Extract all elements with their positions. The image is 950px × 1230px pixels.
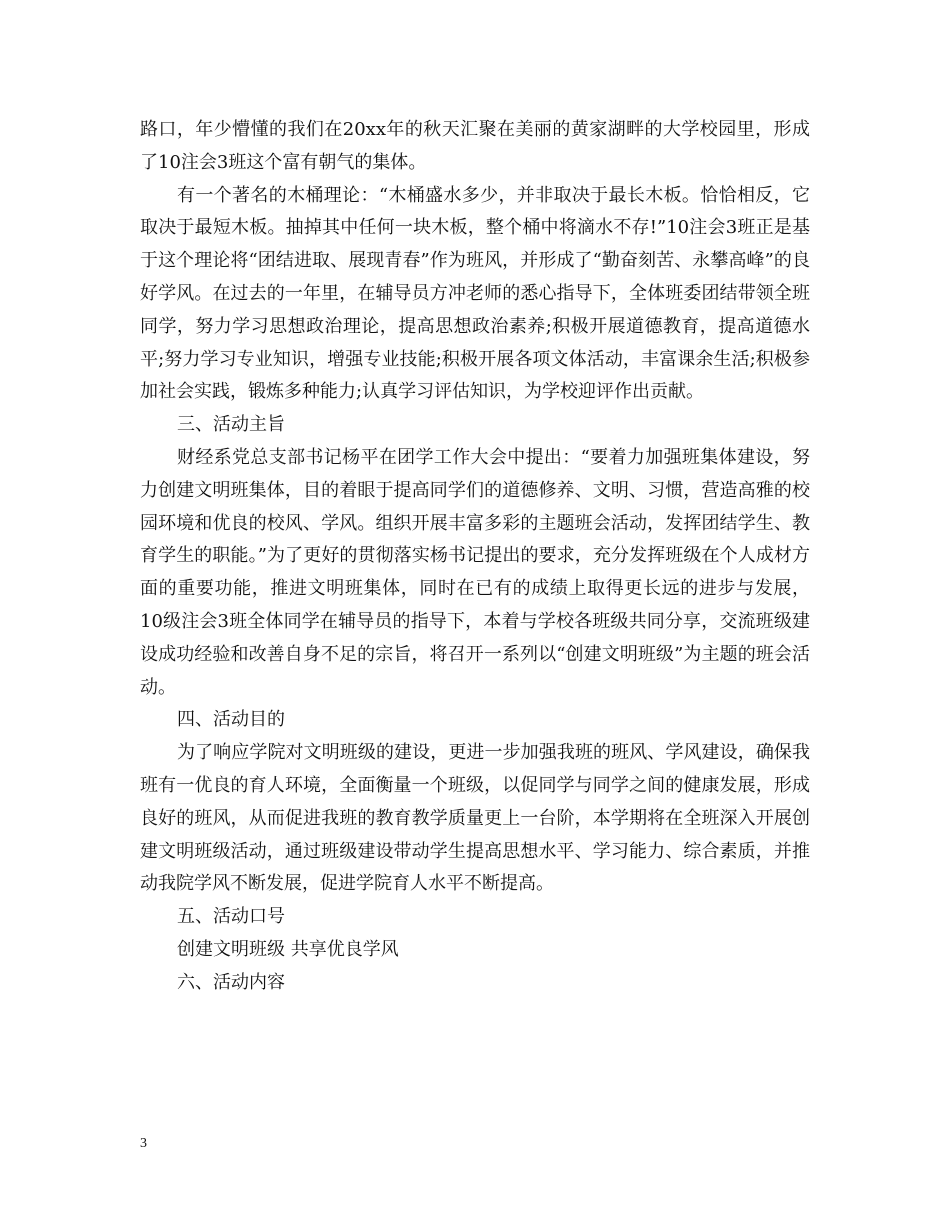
page-number: 3 (140, 1136, 147, 1151)
paragraph-activity-goal: 为了响应学院对文明班级的建设，更进一步加强我班的班风、学风建设，确保我班有一优良的育人环境，全面衡量一个班级，以促同学与同学之间的健康发展，形成良好的班风，从而促进我班的教育教学质量更上一台阶，本学期将在全班深入开展创建文明班级活动，通过班级建设带动学生提高思想水平、学习能力、综合素质，并推动我院学风不断发展，促进学院育人水平不断提高。 (140, 742, 810, 895)
heading-activity-content: 六、活动内容 (177, 971, 285, 993)
heading-activity-purpose: 三、活动主旨 (177, 414, 285, 436)
paragraph-activity-slogan: 创建文明班级 共享优良学风 (177, 938, 399, 960)
paragraph-barrel-theory: 有一个著名的木桶理论：“木桶盛水多少，并非取决于最长木板。恰恰相反，它取决于最短木板。抽掉其中任何一块木板，整个桶中将滴水不存!”10注会3班正是基于这个理论将“团结进取、展现青春”作为班风，并形成了“勤奋刻苦、永攀高峰”的良好学风。在过去的一年里，在辅导员方冲老师的悉心指导下，全体班委团结带领全班同学，努力学习思想政治理论，提高思想政治素养;积极开展道德教育，提高道德水平;努力学习专业知识，增强专业技能;积极开展各项文体活动，丰富课余生活;积极参加社会实践，锻炼多种能力;认真学习评估知识，为学校迎评作出贡献。 (140, 184, 810, 403)
document-body (140, 114, 810, 1000)
paragraph-intro-continuation: 路口，年少懵懂的我们在20xx年的秋天汇聚在美丽的黄家湖畔的大学校园里，形成了10注会3班这个富有朝气的集体。 (140, 119, 810, 173)
heading-activity-goal: 四、活动目的 (177, 709, 285, 731)
heading-activity-slogan: 五、活动口号 (177, 906, 285, 928)
paragraph-activity-purpose: 财经系党总支部书记杨平在团学工作大会中提出：“要着力加强班集体建设，努力创建文明班集体，目的着眼于提高同学们的道德修养、文明、习惯，营造高雅的校园环境和优良的校风、学风。组织开展丰富多彩的主题班会活动，发挥团结学生、教育学生的职能。”为了更好的贯彻落实杨书记提出的要求，充分发挥班级在个人成材方面的重要功能，推进文明班集体，同时在已有的成绩上取得更长远的进步与发展，10级注会3班全体同学在辅导员的指导下，本着与学校各班级共同分享，交流班级建设成功经验和改善自身不足的宗旨，将召开一系列以“创建文明班级”为主题的班会活动。 (140, 446, 810, 698)
